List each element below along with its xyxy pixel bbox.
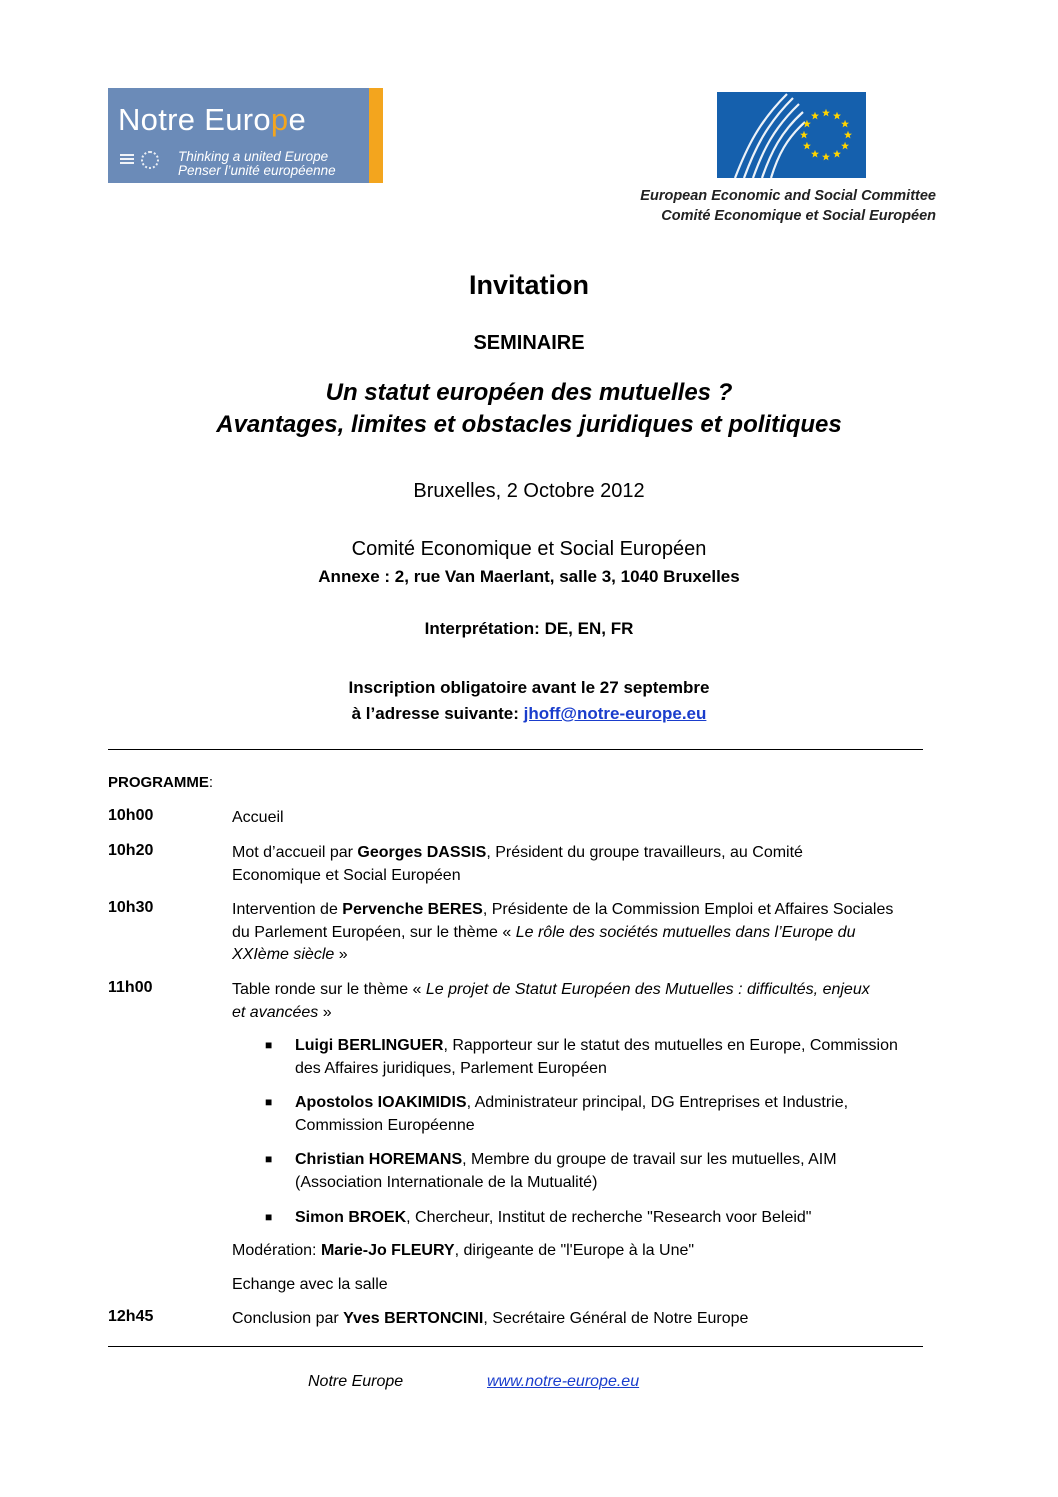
committee-name-en: European Economic and Social Committee [640, 188, 936, 204]
eu-star [841, 120, 849, 128]
speaker-berlinguer: Luigi BERLINGUER, Rapporteur sur le statut des mutuelles en Europe, Commission des Affaires juridiques, Parlement Européen [295, 1037, 898, 1077]
notre-europe-logo [108, 88, 383, 183]
agenda-item-welcome: Mot d’accueil par Georges DASSIS, Président du groupe travailleurs, au Comité Economique et Social Européen [232, 844, 803, 884]
bullet-icon: ■ [265, 1038, 273, 1052]
eu-star [811, 150, 819, 158]
seminaire-heading: SEMINAIRE [473, 332, 585, 354]
programme-heading: PROGRAMME: [108, 774, 214, 791]
eu-star [800, 131, 808, 139]
logo-tagline-fr: Penser l’unité européenne [178, 163, 336, 178]
agenda-item-conclusion: Conclusion par Yves BERTONCINI, Secrétaire Général de Notre Europe [232, 1310, 749, 1327]
speaker-horemans: Christian HOREMANS, Membre du groupe de travail sur les mutuelles, AIM (Association Internationale de la Mutualité) [295, 1151, 837, 1191]
exchange-line: Echange avec la salle [232, 1276, 388, 1293]
eu-star [833, 150, 841, 158]
event-venue: Comité Economique et Social Européen [351, 538, 707, 560]
eu-star [822, 109, 830, 117]
bullet-icon: ■ [265, 1152, 273, 1166]
eu-star [841, 142, 849, 150]
book-icon [120, 154, 134, 166]
divider-bottom [108, 1346, 923, 1347]
footer-website-link[interactable]: www.notre-europe.eu [487, 1373, 640, 1390]
event-address: Annexe : 2, rue Van Maerlant, salle 3, 1040 Bruxelles [318, 567, 740, 586]
eu-star [803, 120, 811, 128]
eu-star [833, 112, 841, 120]
speaker-ioakimidis: Apostolos IOAKIMIDIS, Administrateur principal, DG Entreprises et Industrie, Commission Européenne [295, 1094, 849, 1134]
agenda-item-round-table: Table ronde sur le thème « Le projet de Statut Européen des Mutuelles : difficultés, enjeux et avancées » [232, 981, 870, 1021]
logo-orange-bar [369, 88, 383, 183]
seminar-title-line2: Avantages, limites et obstacles juridiques et politiques [216, 411, 842, 438]
invitation-heading: Invitation [469, 270, 589, 300]
interpretation-languages: Interprétation: DE, EN, FR [424, 619, 634, 638]
time-12h45: 12h45 [108, 1308, 154, 1325]
registration-deadline: Inscription obligatoire avant le 27 septembre [348, 678, 710, 697]
bullet-icon: ■ [265, 1095, 273, 1109]
seminar-title-line1: Un statut européen des mutuelles ? [325, 379, 733, 406]
logo-tagline-en: Thinking a united Europe [178, 149, 329, 164]
time-10h20: 10h20 [108, 842, 154, 859]
divider-top [108, 749, 923, 750]
committee-name-fr: Comité Economique et Social Européen [661, 208, 936, 224]
agenda-item-accueil: Accueil [232, 809, 284, 826]
eu-star [822, 153, 830, 161]
registration-address-line: à l’adresse suivante: jhoff@notre-europe.eu [351, 704, 707, 723]
eu-stars-icon [797, 106, 855, 164]
time-11h00: 11h00 [108, 979, 153, 996]
footer-organization: Notre Europe [308, 1373, 404, 1390]
time-10h00: 10h00 [108, 807, 154, 824]
event-date: Bruxelles, 2 Octobre 2012 [413, 480, 645, 502]
moderation-line: Modération: Marie-Jo FLEURY, dirigeante de "l'Europe à la Une" [232, 1242, 695, 1259]
stars-ring-icon [141, 151, 159, 169]
eu-star [803, 142, 811, 150]
agenda-item-intervention: Intervention de Pervenche BERES, Présidente de la Commission Emploi et Affaires Sociales du Parlement Européen, sur le thème « Le rôle des sociétés mutuelles dans l’Europe du XXIème siècle » [232, 901, 894, 963]
eu-star [811, 112, 819, 120]
registration-email-link[interactable]: jhoff@notre-europe.eu [523, 704, 707, 723]
time-10h30: 10h30 [108, 899, 154, 916]
bullet-icon: ■ [265, 1210, 273, 1224]
eu-star [844, 131, 852, 139]
eesc-logo [717, 92, 866, 178]
logo-brand-text: Notre Europe [118, 102, 306, 137]
speaker-broek: Simon BROEK, Chercheur, Institut de recherche "Research voor Beleid" [295, 1209, 812, 1226]
